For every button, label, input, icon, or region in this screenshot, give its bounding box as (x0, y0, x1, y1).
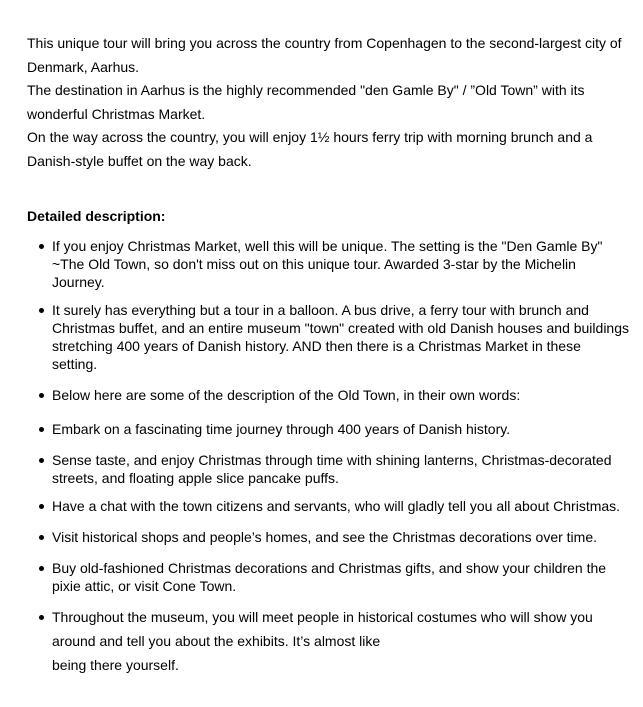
list-item: Have a chat with the town citizens and servants, who will gladly tell you all about Christmas. (52, 497, 633, 515)
detailed-description-heading: Detailed description: (27, 208, 166, 224)
list-item-text: Throughout the museum, you will meet people in historical costumes who will show you around and tell you about the exhibits. It’s almost like (52, 609, 593, 649)
detailed-description-list (27, 237, 633, 677)
list-item: Below here are some of the description of the Old Town, in their own words: (52, 383, 633, 407)
list-item: Sense taste, and enjoy Christmas through time with shining lanterns, Christmas-decorated streets, and floating apple slice pancake puffs. (52, 451, 633, 487)
intro-text (27, 32, 633, 173)
list-item: If you enjoy Christmas Market, well this will be unique. The setting is the "Den Gamle By" ~The Old Town, so don't miss out on this unique tour. Awarded 3-star by the Michelin Journey. (52, 237, 633, 291)
intro-paragraph: The destination in Aarhus is the highly recommended "den Gamle By" / ”Old Town” with its wonderful Christmas Market. (27, 82, 585, 122)
intro-paragraph: On the way across the country, you will enjoy 1½ hours ferry trip with morning brunch and a Danish-style buffet on the way back. (27, 129, 593, 169)
list-item: Buy old-fashioned Christmas decorations and Christmas gifts, and show your children the pixie attic, or visit Cone Town. (52, 559, 633, 595)
list-item: Embark on a fascinating time journey through 400 years of Danish history. (52, 417, 633, 441)
list-item (52, 605, 633, 677)
list-item: It surely has everything but a tour in a balloon. A bus drive, a ferry tour with brunch and Christmas buffet, and an entire museum "town" created with old Danish houses and buildings stretching 400 years of Danish history. AND then there is a Christmas Market in these setting. (52, 301, 633, 373)
list-item: Visit historical shops and people’s homes, and see the Christmas decorations over time. (52, 525, 633, 549)
intro-paragraph: This unique tour will bring you across the country from Copenhagen to the second-largest city of Denmark, Aarhus. (27, 35, 622, 75)
list-item-text: being there yourself. (52, 657, 179, 673)
